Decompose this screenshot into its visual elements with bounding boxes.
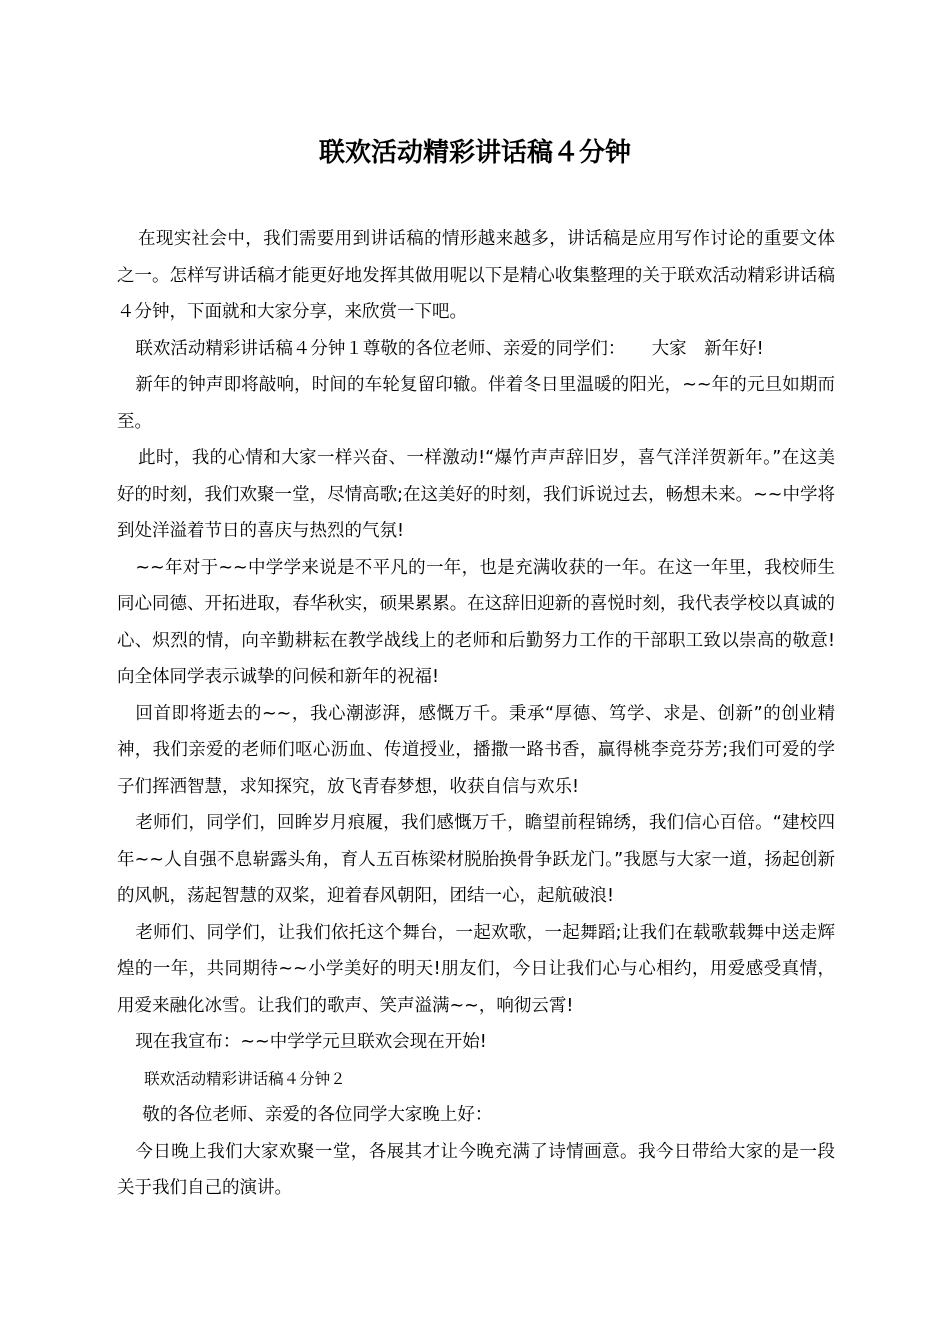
body-paragraph: 新年的钟声即将敲响，时间的车轮复留印辙。伴着冬日里温暖的阳光，~~年的元旦如期而至。 — [117, 375, 835, 432]
body-paragraph: ~~年对于~~中学学来说是不平凡的一年，也是充满收获的一年。在这一年里，我校师生同心同德、开拓进取，春华秋实，硕果累累。在这辞旧迎新的喜悦时刻，我代表学校以真诚的心、炽烈的情，向辛勤耕耘在教学战线上的老师和后勤努力工作的干部职工致以崇高的敬意!向全体同学表示诚挚的问候和新年的祝福! — [117, 557, 835, 687]
body-paragraph: 在现实社会中，我们需要用到讲话稿的情形越来越多，讲话稿是应用写作讨论的重要文体之一。怎样写讲话稿才能更好地发挥其做用呢以下是精心收集整理的关于联欢活动精彩讲话稿４分钟，下面就和大家分享，来欣赏一下吧。 — [117, 229, 835, 322]
body-paragraph: 老师们，同学们，回眸岁月痕履，我们感慨万千，瞻望前程锦绣，我们信心百倍。“建校四年~~人自强不息崭露头角，育人五百栋梁材脱胎换骨争跃龙门。”我愿与大家一道，扬起创新的风帆，荡起智慧的双桨，迎着春风朝阳，团结一心，起航破浪! — [117, 813, 835, 906]
document-body — [117, 221, 835, 1207]
document-title: 联欢活动精彩讲话稿４分钟 — [318, 138, 631, 168]
body-paragraph: 回首即将逝去的~~，我心潮澎湃，感慨万千。秉承“厚德、笃学、求是、创新”的创业精神，我们亲爱的老师们呕心沥血、传道授业，播撒一路书香，赢得桃李竞芬芳;我们可爱的学子们挥洒智慧，求知探究，放飞青春梦想，收获自信与欢乐! — [117, 703, 835, 797]
body-paragraph: 联欢活动精彩讲话稿４分钟２ — [144, 1069, 346, 1088]
body-paragraph: 老师们、同学们，让我们依托这个舞台，一起欢歌，一起舞蹈;让我们在载歌载舞中送走辉煌的一年，共同期待~~小学美好的明天!朋友们，今日让我们心与心相约，用爱感受真情，用爱来融化冰雪。让我们的歌声、笑声溢满~~，响彻云霄! — [117, 922, 835, 1016]
body-paragraph: 敬的各位老师、亲爱的各位同学大家晚上好： — [142, 1105, 493, 1125]
body-paragraph: 联欢活动精彩讲话稿４分钟１尊敬的各位老师、亲爱的同学们： 大家 新年好! — [135, 338, 764, 359]
body-paragraph: 此时，我的心情和大家一样兴奋、一样激动!“爆竹声声辞旧岁，喜气洋洋贺新年。”在这美好的时刻，我们欢聚一堂，尽情高歌;在这美好的时刻，我们诉说过去，畅想未来。~~中学将到处洋溢着节日的喜庆与热烈的气氛! — [117, 448, 835, 541]
body-paragraph: 现在我宣布：~~中学学元旦联欢会现在开始! — [135, 1032, 487, 1052]
body-paragraph: 今日晚上我们大家欢聚一堂，各展其才让今晚充满了诗情画意。我今日带给大家的是一段关于我们自己的演讲。 — [117, 1141, 835, 1198]
